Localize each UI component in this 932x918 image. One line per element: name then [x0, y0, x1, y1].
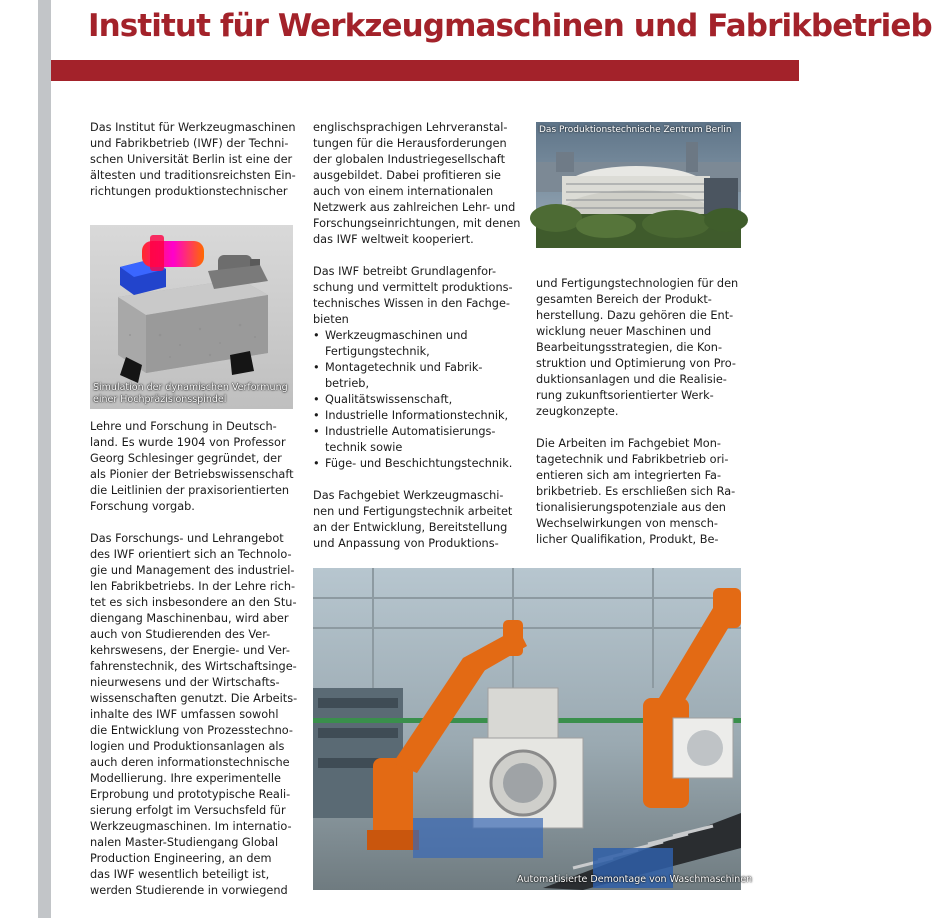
- technologies-paragraph: und Fertigungstechnologien für den gesamten Bereich der Produkt- herstellung. Dazu gehören die Ent- wicklung neuer Maschinen und Bearbeitungsstrategien, die Kon- struktion und Optimierung von Pro- duktionsanlagen und die Realisie- rung zukunftsorientierter Werk- zeugkonzepte.: [536, 277, 739, 418]
- column3-body: [536, 276, 751, 548]
- robots-figure: [313, 568, 753, 890]
- department-paragraph: Das Fachgebiet Werkzeugmaschi- nen und Fertigungstechnik arbeitet an der Entwicklung, Bereitstellung und Anpassung von Produktions-: [313, 489, 513, 550]
- ptz-building-figure: [536, 122, 741, 248]
- title-underline-band: [51, 60, 799, 81]
- research-teaching-paragraph: Das Forschungs- und Lehrangebot des IWF orientiert sich an Technolo- gie und Management des industriel- len Fabrikbetriebs. In der Lehre rich- tet es sich insbesondere an den Stu- diengang Maschinenbau, wird aber auch von Studierenden des Ver- kehrswesens, der Energie- und Ver- fahrenstechnik, des Wirtschaftsinge- nieurwesens und der Wirtschafts- wissenschaften genutzt. Die Arbeits- inhalte des IWF umfassen sowohl die Entwicklung von Prozesstechno- logien und Produktionsanlagen als auch deren informationstechnische Modellierung. Ihre experimentelle Erprobung und prototypische Reali- sierung erfolgt im Versuchsfeld für Werkzeugmaschinen. Im internatio- nalen Master-Studiengang Global Production Engineering, an dem das IWF wesentlich beteiligt ist, werden Studierende in vorwiegend: [90, 532, 298, 897]
- international-paragraph: englischsprachigen Lehrveranstal- tungen für die Herausforderungen der globalen Industriegesellschaft ausgebildet. Dabei profitieren sie auch von einem internationalen Netzwerk aus zahlreichen Lehr- und Forschungseinrichtungen, mit denen das IWF weltweit kooperiert.: [313, 121, 521, 246]
- assembly-paragraph: Die Arbeiten im Fachgebiet Mon- tagetechnik und Fabrikbetrieb ori- entieren sich am integrierten Fa- brikbetrieb. Es erschließen sich Ra- tionalisierungspotenziale aus den Wechselwirkungen von mensch- licher Qualifikation, Produkt, Be-: [536, 437, 736, 546]
- fields-intro: Das IWF betreibt Grundlagenfor- schung und vermittelt produktions- technisches Wissen in den Fachge- bieten: [313, 265, 513, 326]
- simulation-figure: [90, 225, 293, 409]
- robots-caption: Automatisierte Demontage von Waschmaschinen: [517, 874, 753, 885]
- simulation-caption: Simulation der dynamischen Verformung einer Hochpräzisionsspindel: [93, 382, 288, 405]
- left-gray-bar: [38, 0, 51, 918]
- building-photo: [536, 122, 741, 248]
- column1-body: [90, 419, 305, 899]
- list-item: • Werkzeugmaschinen und Fertigungstechnik,: [313, 328, 528, 360]
- robot-demontage-photo: [313, 568, 741, 890]
- history-paragraph: Lehre und Forschung in Deutsch- land. Es wurde 1904 von Professor Georg Schlesinger gegründet, der als Pionier der Betriebswissenschaft die Leitlinien der praxisorientierten Forschung vorgab.: [90, 420, 294, 513]
- list-item: • Qualitätswissenschaft,: [313, 392, 528, 408]
- list-item: • Industrielle Automatisierungs- technik sowie: [313, 424, 528, 456]
- list-item: • Füge- und Beschichtungstechnik.: [313, 456, 528, 472]
- column1-intro: [90, 120, 305, 200]
- ptz-caption: Das Produktionstechnische Zentrum Berlin: [539, 125, 732, 135]
- fields-list: [313, 328, 528, 472]
- intro-paragraph: Das Institut für Werkzeugmaschinen und Fabrikbetrieb (IWF) der Techni- schen Universität Berlin ist eine der ältesten und traditionsreichsten Ein- richtungen produktionstechnischer: [90, 121, 296, 198]
- page-title: Institut für Werkzeugmaschinen und Fabrikbetrieb: [88, 8, 932, 44]
- column2-body: [313, 120, 528, 552]
- list-item: • Industrielle Informationstechnik,: [313, 408, 528, 424]
- list-item: • Montagetechnik und Fabrik- betrieb,: [313, 360, 528, 392]
